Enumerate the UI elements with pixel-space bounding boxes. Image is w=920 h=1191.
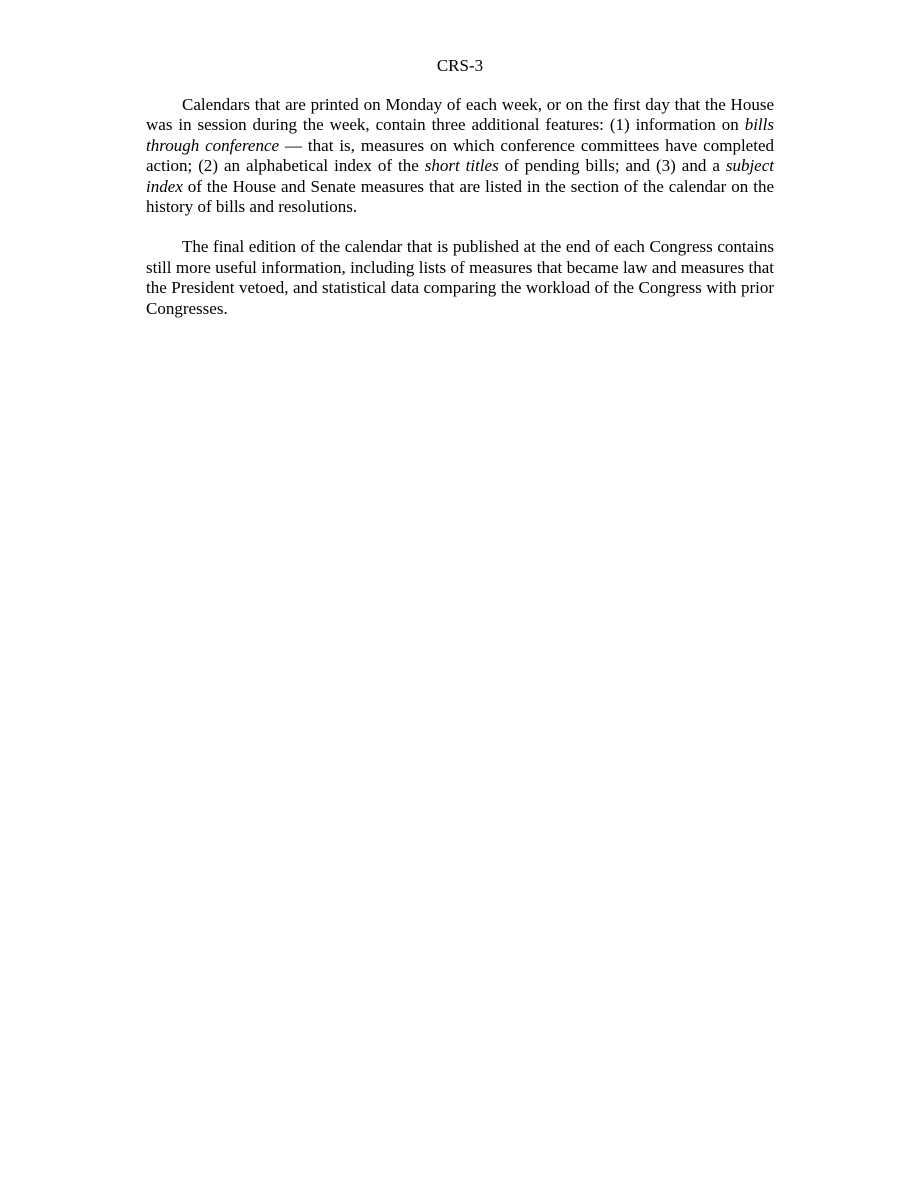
body-text [146,95,774,339]
text-segment: The final edition of the calendar that is published at the end of each Congress contains still more useful information, including lists of measures that became law and measures that the President vetoed, and statistical data comparing the workload of the Congress with prior Congresses. [146,237,774,318]
text-segment: — that is, measures on which conference committees have completed action; (2) an alphabetical index of the [146,135,774,176]
text-segment: of pending bills; and (3) and a [498,156,726,176]
text-segment: Calendars that are printed on Monday of each week, or on the first day that the House was in session during the week, contain three additional features: (1) information on [146,95,774,135]
italic-term-bills-through-conference: bills through conference [146,115,774,155]
page-header: CRS-3 [436,56,484,75]
paragraph-calendar-features [146,95,774,217]
italic-term-subject-index: subject index [146,156,774,196]
italic-term-short-titles: short titles [424,156,499,176]
text-segment: of the House and Senate measures that are listed in the section of the calendar on the history of bills and resolutions. [146,176,774,217]
paragraph-final-edition [146,237,774,319]
